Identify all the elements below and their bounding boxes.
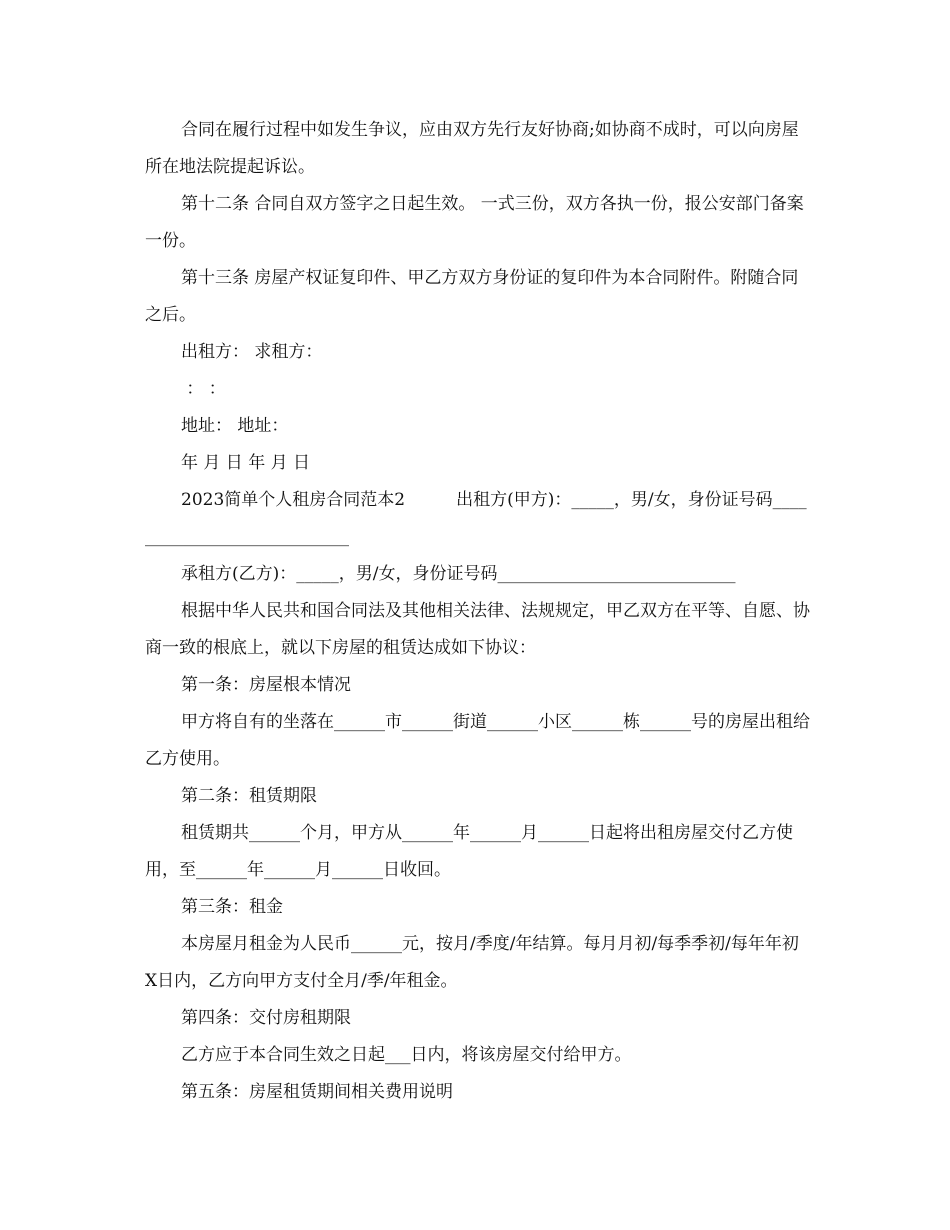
article-4-body: 乙方应于本合同生效之日起___日内，将该房屋交付给甲方。 [181, 1045, 632, 1065]
signature-date: 年 月 日 年 月 日 [181, 453, 311, 473]
article-4-heading: 第四条：交付房租期限 [181, 1008, 351, 1028]
article-1-body: 甲方将自有的坐落在______市______街道______小区______栋______号的房屋出租给乙方使用。 [145, 712, 810, 769]
signature-address: 地址： 地址： [181, 416, 289, 436]
paragraph-dispute: 合同在履行过程中如发生争议，应由双方先行友好协商;如协商不成时，可以向房屋所在地法院提起诉讼。 [145, 120, 799, 177]
contract-2-lessee: 承租方(乙方)：_____，男/女，身份证号码____________________________ [181, 564, 736, 584]
article-3-heading: 第三条：租金 [181, 897, 283, 917]
paragraph-article-12: 第十二条 合同自双方签字之日起生效。 一式三份，双方各执一份，报公安部门备案一份。 [145, 194, 804, 251]
article-2-heading: 第二条：租赁期限 [181, 786, 317, 806]
contract-2-preamble: 根据中华人民共和国合同法及其他相关法律、法规规定，甲乙双方在平等、自愿、协商一致的根底上，就以下房屋的租赁达成如下协议： [145, 601, 810, 658]
paragraph-article-13: 第十三条 房屋产权证复印件、甲乙方双方身份证的复印件为本合同附件。附随合同之后。 [145, 268, 799, 325]
article-2-body: 租赁期共______个月，甲方从______年______月______日起将出租房屋交付乙方使用，至______年______月______日收回。 [145, 823, 793, 880]
article-3-body: 本房屋月租金为人民币______元，按月/季度/年结算。每月月初/每季季初/每年年初X日内，乙方向甲方支付全月/季/年租金。 [145, 934, 799, 991]
signature-parties: 出租方： 求租方： [181, 342, 323, 362]
contract-2-lessor: 2023简单个人租房合同范本2 出租方(甲方)：_____，男/女，身份证号码____________________________ [145, 490, 807, 547]
signature-colons: ： ： [181, 379, 226, 399]
article-5-heading: 第五条：房屋租赁期间相关费用说明 [181, 1082, 453, 1102]
article-1-heading: 第一条：房屋根本情况 [181, 675, 351, 695]
document-body [145, 112, 810, 1111]
